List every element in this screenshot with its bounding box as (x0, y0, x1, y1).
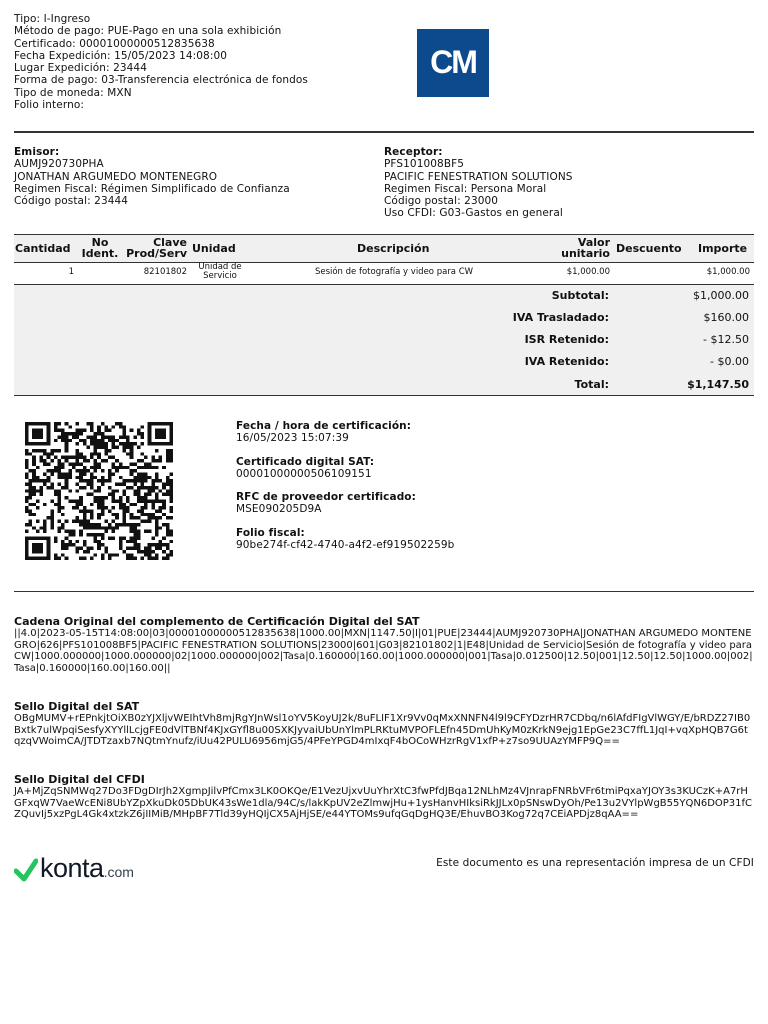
col-cantidad: Cantidad (15, 242, 71, 255)
konta-wordmark (40, 853, 134, 884)
table-row (14, 262, 754, 285)
col-unidad: Unidad (192, 242, 236, 255)
sello-cfdi-section (14, 773, 754, 821)
rfc-proveedor-label: RFC de proveedor certificado: (236, 491, 416, 504)
row-cantidad: 1 (68, 267, 74, 277)
cadena-text: ||4.0|2023-05-15T14:08:00|03|00001000000512835638|1000.00|MXN|1147.50|I|01|PUE|23444|AUMJ920730PHA|JONATHAN ARGUMEDO MONTENEGRO|626|PFS101008BF5|PACIFIC FENESTRATION SOLUTIONS|23000|601|G03|82101802|1|E48|Unidad de Servicio|Sesión de fotografía y video para CW|1000.000000|1000.000000|02|1000.000000|002|Tasa|0.160000|160.00|1000.000000|001|Tasa|0.012500|12.50|001|12.50|12.50|1000.00|002|Tasa|0.160000|160.00|160.00|| (14, 628, 753, 674)
receptor-title: Receptor: (384, 146, 443, 158)
fecha-expedicion: Fecha Expedición: 15/05/2023 14:08:00 (14, 49, 228, 62)
company-logo (417, 29, 489, 97)
emisor-regimen: Regimen Fiscal: Régimen Simplificado de Confianza (14, 182, 290, 195)
divider (14, 591, 754, 592)
col-clave-line1: Clave (153, 236, 187, 249)
cert-sat-label: Certificado digital SAT: (236, 455, 375, 468)
rfc-proveedor-value: MSE090205D9A (236, 503, 322, 516)
cadena-title: Cadena Original del complemento de Certificación Digital del SAT (14, 615, 420, 628)
subtotal-label: Subtotal: (551, 289, 609, 302)
iva-trasladado-value: $160.00 (703, 311, 749, 324)
row-unidad (190, 263, 250, 281)
col-clave-line2: Prod/Serv (126, 247, 187, 260)
cert-fecha-value: 16/05/2023 15:07:39 (236, 432, 349, 445)
receptor-regimen: Regimen Fiscal: Persona Moral (384, 182, 547, 195)
folio-fiscal-value: 90be274f-cf42-4740-a4f2-ef919502259b (236, 539, 455, 552)
emisor-rfc: AUMJ920730PHA (14, 158, 104, 171)
divider (14, 131, 754, 133)
certificado: Certificado: 00001000000512835638 (14, 37, 215, 50)
metodo-pago: Método de pago: PUE-Pago en una sola exhibición (14, 25, 282, 38)
receptor-block (384, 146, 573, 220)
total-value: $1,147.50 (687, 378, 749, 391)
subtotal-value: $1,000.00 (693, 289, 749, 302)
col-no-ident-line1: No (91, 236, 109, 249)
row-descripcion: Sesión de fotografía y video para CW (314, 267, 474, 277)
emisor-title: Emisor: (14, 146, 60, 158)
tipo: Tipo: I-Ingreso (14, 13, 91, 25)
cadena-original-section (14, 615, 754, 674)
emisor-block (14, 146, 290, 207)
folio-interno: Folio interno: (14, 99, 84, 112)
emisor-cp: Código postal: 23444 (14, 195, 129, 208)
row-unidad-line2: Servicio (203, 271, 237, 281)
col-valor-unitario (544, 237, 610, 259)
sello-cfdi-title: Sello Digital del CFDI (14, 773, 145, 786)
cert-sat-value: 00001000000506109151 (236, 467, 372, 480)
col-descripcion: Descripción (357, 242, 430, 255)
iva-retenido-label: IVA Retenido: (524, 355, 609, 368)
row-clave: 82101802 (143, 267, 187, 277)
row-unidad-line1: Unidad de (198, 262, 242, 272)
iva-trasladado-label: IVA Trasladado: (512, 311, 609, 324)
qr-code (25, 422, 173, 560)
col-no-ident (78, 237, 122, 259)
isr-retenido-label: ISR Retenido: (524, 333, 609, 346)
emisor-name: JONATHAN ARGUMEDO MONTENEGRO (14, 170, 218, 183)
items-table-header (14, 234, 754, 263)
total-label: Total: (574, 378, 609, 391)
logo-text: CM (430, 44, 476, 80)
sello-sat-title: Sello Digital del SAT (14, 700, 140, 713)
invoice-header-info (14, 13, 308, 111)
col-valor-line2: unitario (561, 247, 610, 260)
col-descuento: Descuento (616, 242, 682, 255)
lugar-expedicion: Lugar Expedición: 23444 (14, 62, 147, 75)
cert-fecha-label: Fecha / hora de certificación: (236, 420, 412, 432)
col-importe: Importe (698, 242, 748, 255)
certification-block (236, 420, 454, 551)
receptor-rfc: PFS101008BF5 (384, 158, 465, 171)
forma-pago: Forma de pago: 03-Transferencia electrónica de fondos (14, 74, 308, 87)
isr-retenido-value: - $12.50 (703, 333, 749, 346)
iva-retenido-value: - $0.00 (710, 355, 749, 368)
sello-sat-section (14, 700, 754, 748)
konta-brand: konta (40, 853, 104, 883)
row-importe: $1,000.00 (706, 267, 750, 277)
sello-cfdi-text: JA+MjZqSNMWq27Do3FDgDIrJh2XgmpJilvPfCmx3LK0OKQe/E1VezUjxvUuYhrXtC3fwPfdJBqa12NLhMz4VJnrapFNRbVFr6tmiPqxaYJOY3s3KUCzK+A7rHGFxqW7VaeWcENi8UbYZpXkuDk05DbUK43sWe1dla/94C/s/lakKpUV2eZlmwjHu+1ysHanvHIksiRkJJLx0pSNswDyOh/Pe13u2VYlpWgB55YQN6DOP31fCZQuvIj5xzPgL4Gk4xtzkZ6jIIMiB/MHpBF7Tld39yHQIjCX5AjHjSE/e44YTOMs9ufqGqDgHQ3E/EhuvBO3Kog72q7CEiAPDjz8qAA== (14, 786, 753, 820)
receptor-cp: Código postal: 23000 (384, 195, 499, 208)
sello-sat-text: OBgMUMV+rEPnkjtOiXB0zYJXljvWEIhtVh8mjRgYJnWsl1oYV5KoyUJ2k/8uFLIF1Xr9Vv0qMxXNNFN4l9l9CFYDzrHR7CDbq/n6lAfdFIgVlWGY/E/bRDZ27IB0Bxtk7ulWpqiSesfyXYYllLcjgFE0dVlTBNf4KJxGYfl8u00SXKJyvaiUbUnYlmPLRKtuMVPOFLEfn45DmUhKyM0zKrkN9ejg1EpGe23C7ffL1JqI+vqXpHQB7G6tqzqVWoimCA/JTDTzaxb7NQtmYnufz/iUu42PULU6956mjG5/4PFeYPGD4mIxqF4bOCoWHzrRgV1xfP+z7so9UUAzYMFP9Q== (14, 713, 751, 747)
col-valor-line1: Valor (577, 236, 610, 249)
konta-check-icon (14, 857, 38, 885)
footer-note: Este documento es una representación impresa de un CFDI (436, 857, 754, 869)
col-no-ident-line2: Ident. (81, 247, 119, 260)
folio-fiscal-label: Folio fiscal: (236, 526, 305, 539)
tipo-moneda: Tipo de moneda: MXN (14, 86, 132, 99)
totals-panel (14, 285, 754, 396)
row-valor: $1,000.00 (566, 267, 610, 277)
col-clave (118, 237, 187, 259)
konta-domain: .com (103, 864, 134, 880)
receptor-name: PACIFIC FENESTRATION SOLUTIONS (384, 170, 573, 183)
receptor-uso-cfdi: Uso CFDI: G03-Gastos en general (384, 207, 563, 220)
